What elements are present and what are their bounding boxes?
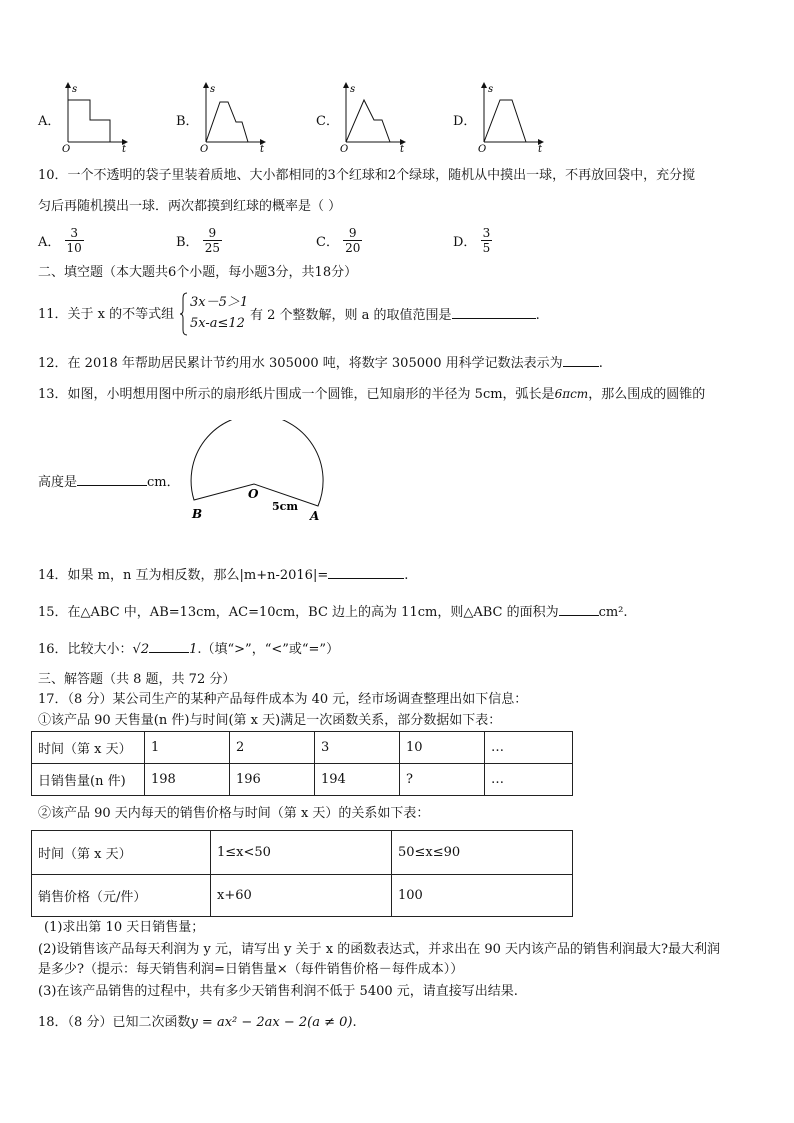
q9-b-origin: O: [200, 144, 209, 155]
q13-unit: cm．: [147, 475, 180, 490]
q14-line: [38, 566, 408, 585]
q9-option-b-graph: [198, 80, 278, 156]
q13-fig-b: B: [192, 507, 203, 521]
q10-option-d-fraction: [481, 226, 493, 255]
q11-ineq2: 5x-a≤12: [190, 316, 245, 331]
q13-answer-blank[interactable]: [77, 473, 147, 486]
q11-brace-icon: [180, 292, 188, 336]
q9-c-t-label: t: [400, 144, 405, 155]
q15-answer-blank[interactable]: [559, 603, 599, 616]
q16-suffix: .（填“>”，“<”或“=”）: [197, 642, 340, 657]
q17-t2-cell: x+60: [211, 875, 392, 917]
q11-prefix: 11．关于 x 的不等式组: [38, 307, 175, 322]
q17-t1-cell: 194: [315, 764, 400, 796]
q17-t2-cell: 1≤x<50: [211, 831, 392, 875]
q15-line: [38, 603, 628, 622]
q16-one: 1: [189, 642, 198, 657]
q17-t1-cell: 198: [145, 764, 230, 796]
q17-table2-row: [32, 831, 573, 875]
q17-t1-cell: 3: [315, 732, 400, 764]
q9-option-d-label: D．: [453, 114, 477, 129]
q13-line1: [38, 385, 705, 404]
q10-option-d-letter: D．: [453, 235, 477, 250]
q16-answer-blank[interactable]: [149, 640, 189, 653]
q13-fig-o: O: [248, 487, 259, 501]
q17-sub2-line2: 是多少?（提示：每天销售利润=日销售量×（每件销售价格－每件成本））: [38, 962, 464, 977]
q9-a-t-label: t: [122, 144, 127, 155]
q9-b-t-label: t: [260, 144, 265, 155]
q14-answer-blank[interactable]: [328, 566, 404, 579]
q18-prefix: 18．（8 分）已知二次函数: [38, 1015, 191, 1030]
q17-t1-cell: 2: [230, 732, 315, 764]
q17-sub2-line1: (2)设销售该产品每天利润为 y 元，请写出 y 关于 x 的函数表达式，并求出在 90 天内该产品的销售利润最大?最大利润: [38, 942, 721, 957]
q9-a-s-label: s: [72, 84, 78, 95]
q12-text: 12．在 2018 年帮助居民累计节约用水 305000 吨，将数字 305000 用科学记数法表示为: [38, 356, 563, 371]
q13-arc-length: 6πcm: [554, 387, 589, 401]
q10-d-num: 3: [482, 226, 491, 240]
q13-fig-a: A: [310, 509, 320, 523]
q10-option-a-fraction: [65, 226, 84, 255]
q16-sqrt2: √2: [132, 642, 150, 657]
q10-a-num: 3: [65, 226, 84, 241]
q12-line: [38, 354, 603, 373]
q11-suffix: 有 2 个整数解，则 a 的取值范围是: [250, 308, 452, 323]
q11-answer-blank[interactable]: [452, 306, 536, 319]
q9-option-a-label: A．: [38, 114, 61, 129]
q17-sub1: (1)求出第 10 天日销售量；: [44, 920, 205, 935]
q17-t1-cell: …: [485, 732, 573, 764]
q13-line2: [38, 473, 180, 492]
q10-option-b: [176, 226, 222, 260]
q9-option-b-label: B．: [176, 114, 199, 129]
q12-end: .: [598, 356, 603, 371]
q17-line2: ①该产品 90 天售量(n 件)与时间(第 x 天)满足一次函数关系，部分数据如下表：: [38, 713, 502, 728]
q10-option-c: [316, 226, 362, 260]
q10-b-num: 9: [203, 226, 222, 241]
q15-text: 15．在△ABC 中，AB=13cm，AC=10cm，BC 边上的高为 11cm，则△ABC 的面积为: [38, 605, 559, 620]
q11-suffix-line: [250, 306, 540, 325]
q9-c-origin: O: [340, 144, 349, 155]
q11-end: .: [535, 308, 540, 323]
q18-end: .: [352, 1015, 357, 1030]
q9-option-a-graph: [60, 80, 140, 156]
q17-table2-row: [32, 875, 573, 917]
section3-heading: 三、解答题（共 8 题，共 72 分）: [38, 672, 236, 687]
q13-sector-figure: [186, 420, 326, 524]
q17-t1-cell: 时间（第 x 天）: [32, 732, 145, 764]
q10-d-den: 5: [482, 241, 491, 255]
q10-option-a-letter: A．: [38, 235, 61, 250]
q9-d-origin: O: [478, 144, 487, 155]
q17-t2-cell: 时间（第 x 天）: [32, 831, 211, 875]
q9-b-s-label: s: [210, 84, 216, 95]
q17-table1: [31, 731, 573, 796]
q10-a-den: 10: [66, 241, 82, 255]
q18-formula: y = ax² − 2ax − 2(a ≠ 0): [190, 1015, 353, 1030]
q17-table1-row: [32, 732, 573, 764]
q9-d-t-label: t: [538, 144, 543, 155]
q17-t1-cell: 196: [230, 764, 315, 796]
q10-option-b-fraction: [203, 226, 222, 255]
q17-t1-cell: 10: [400, 732, 485, 764]
q17-t2-cell: 销售价格（元/件）: [32, 875, 211, 917]
q9-option-c-graph: [338, 80, 418, 156]
q9-c-s-label: s: [350, 84, 356, 95]
q13-fig-radius: 5cm: [272, 500, 298, 513]
q10-option-c-fraction: [343, 226, 362, 255]
q10-c-den: 20: [345, 241, 361, 255]
q9-option-c-label: C．: [316, 114, 339, 129]
q17-sub3: (3)在该产品销售的过程中，共有多少天销售利润不低于 5400 元，请直接写出结果.: [38, 984, 518, 999]
section2-heading: 二、填空题（本大题共6个小题，每小题3分，共18分）: [38, 265, 358, 280]
q10-line2: 匀后再随机摸出一球．两次都摸到红球的概率是（ ）: [38, 199, 342, 214]
q18-line: [38, 1014, 357, 1032]
q17-t1-cell: ?: [400, 764, 485, 796]
q11-ineq1: 3x－5＞1: [190, 295, 249, 310]
q9-option-d-graph: [476, 80, 556, 156]
q17-line1: 17．（8 分）某公司生产的某种产品每件成本为 40 元，经市场调查整理出如下信息：: [38, 692, 528, 707]
q10-option-a: [38, 226, 84, 260]
q15-end: cm².: [598, 605, 628, 620]
q12-answer-blank[interactable]: [563, 354, 599, 367]
q16-prefix: 16．比较大小：: [38, 642, 133, 657]
q10-option-c-letter: C．: [316, 235, 339, 250]
q17-t1-cell: …: [485, 764, 573, 796]
q10-option-b-letter: B．: [176, 235, 199, 250]
q10-c-num: 9: [343, 226, 362, 241]
q17-t1-cell: 日销售量(n 件): [32, 764, 145, 796]
q14-end: .: [404, 568, 409, 583]
q17-t2-cell: 50≤x≤90: [392, 831, 573, 875]
q9-d-s-label: s: [488, 84, 494, 95]
q17-table1-row: [32, 764, 573, 796]
q14-text: 14．如果 m，n 互为相反数，那么|m+n-2016|=: [38, 568, 329, 583]
q13-line2-text: 高度是: [38, 475, 78, 490]
q10-option-d: [453, 226, 492, 260]
q17-table2: [31, 830, 573, 917]
q13-text: 13．如图，小明想用图中所示的扇形纸片围成一个圆锥，已知扇形的半径为 5cm，弧长是: [38, 387, 555, 402]
q10-line1: 10．一个不透明的袋子里装着质地、大小都相同的3个红球和2个绿球，随机从中摸出一球，不再放回袋中，充分搅: [38, 168, 696, 183]
q9-a-origin: O: [62, 144, 71, 155]
q17-t2-cell: 100: [392, 875, 573, 917]
q17-t1-cell: 1: [145, 732, 230, 764]
q13-text-end: ，那么围成的圆锥的: [588, 387, 706, 402]
q16-line: [38, 640, 339, 659]
q10-b-den: 25: [204, 241, 220, 255]
q17-line3: ②该产品 90 天内每天的销售价格与时间（第 x 天）的关系如下表：: [38, 806, 430, 821]
